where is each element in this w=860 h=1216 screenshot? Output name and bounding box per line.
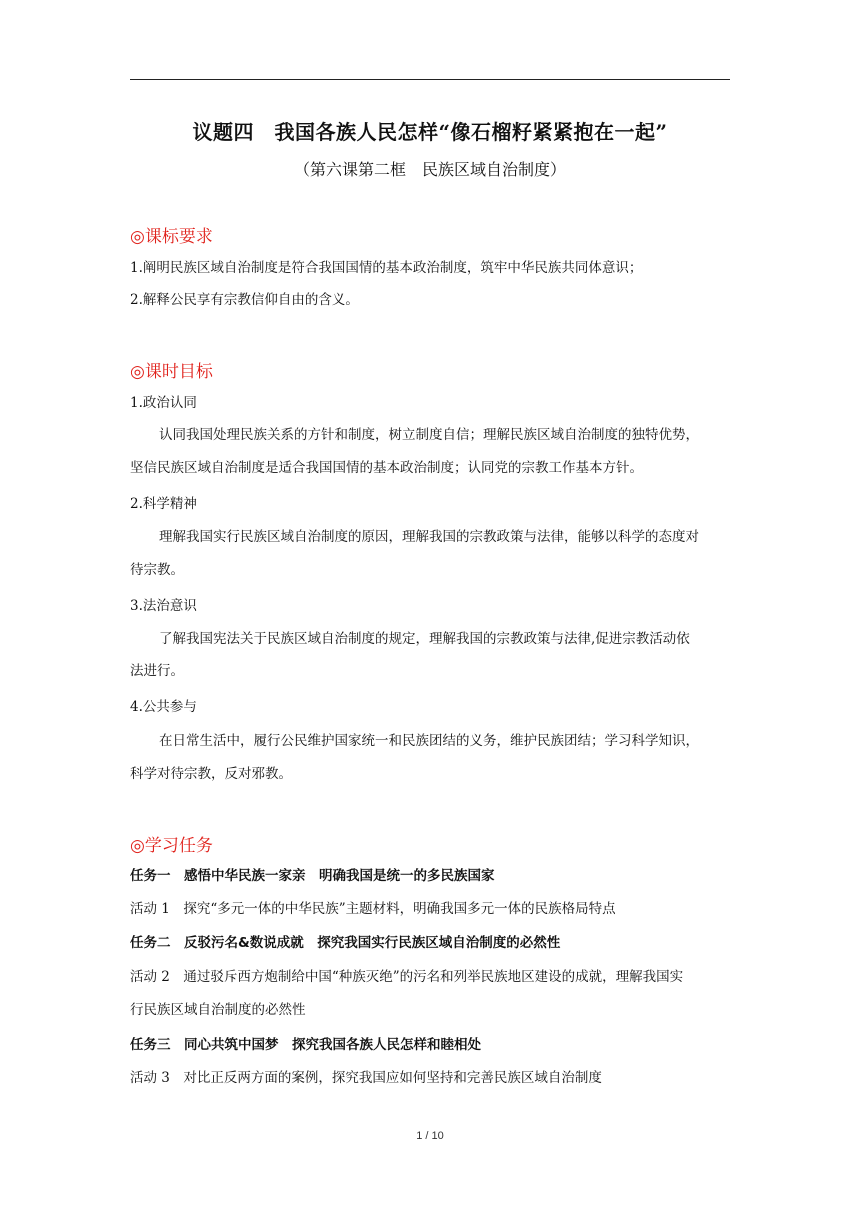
objective-text: 在日常生活中，履行公民维护国家统一和民族团结的义务，维护民族团结；学习科学知识， bbox=[159, 733, 699, 749]
objective-text: 理解我国实行民族区域自治制度的原因，理解我国的宗教政策与法律，能够以科学的态度对 bbox=[159, 529, 699, 545]
header-rule bbox=[130, 79, 730, 80]
task-activity: 活动 3 对比正反两方面的案例，探究我国应如何坚持和完善民族区域自治制度 bbox=[130, 1070, 602, 1086]
objective-label: 4.公共参与 bbox=[130, 699, 197, 715]
curriculum-item: 2.解释公民享有宗教信仰自由的含义。 bbox=[130, 292, 359, 308]
section-heading-tasks: ◎学习任务 bbox=[130, 836, 213, 856]
page-number: 1 / 10 bbox=[416, 1130, 444, 1142]
objective-label: 2.科学精神 bbox=[130, 496, 197, 512]
task-activity: 活动 2 通过驳斥西方炮制给中国“种族灭绝”的污名和列举民族地区建设的成就，理解我国实 bbox=[130, 969, 684, 985]
curriculum-item: 1.阐明民族区域自治制度是符合我国国情的基本政治制度，筑牢中华民族共同体意识； bbox=[130, 260, 643, 276]
objective-text: 认同我国处理民族关系的方针和制度，树立制度自信；理解民族区域自治制度的独特优势， bbox=[159, 427, 699, 443]
task-title: 任务三 同心共筑中国梦 探究我国各族人民怎样和睦相处 bbox=[130, 1037, 481, 1053]
page-title: 议题四 我国各族人民怎样“像石榴籽紧紧抱在一起” bbox=[192, 120, 668, 144]
objective-text: 法进行。 bbox=[130, 663, 184, 679]
task-title: 任务一 感悟中华民族一家亲 明确我国是统一的多民族国家 bbox=[130, 868, 495, 884]
task-activity: 活动 1 探究“多元一体的中华民族”主题材料，明确我国多元一体的民族格局特点 bbox=[130, 901, 616, 917]
objective-text: 待宗教。 bbox=[130, 562, 184, 578]
objective-label: 3.法治意识 bbox=[130, 598, 197, 614]
task-activity: 行民族区域自治制度的必然性 bbox=[130, 1002, 306, 1018]
objective-text: 了解我国宪法关于民族区域自治制度的规定，理解我国的宗教政策与法律,促进宗教活动依 bbox=[159, 631, 690, 647]
objective-text: 坚信民族区域自治制度是适合我国国情的基本政治制度；认同党的宗教工作基本方针。 bbox=[130, 460, 643, 476]
objective-label: 1.政治认同 bbox=[130, 395, 197, 411]
page-subtitle: （第六课第二框 民族区域自治制度） bbox=[293, 160, 566, 179]
objective-text: 科学对待宗教，反对邪教。 bbox=[130, 766, 292, 782]
task-title: 任务二 反驳污名&数说成就 探究我国实行民族区域自治制度的必然性 bbox=[130, 935, 561, 951]
section-heading-objectives: ◎课时目标 bbox=[130, 362, 213, 382]
section-heading-curriculum: ◎课标要求 bbox=[130, 227, 213, 247]
